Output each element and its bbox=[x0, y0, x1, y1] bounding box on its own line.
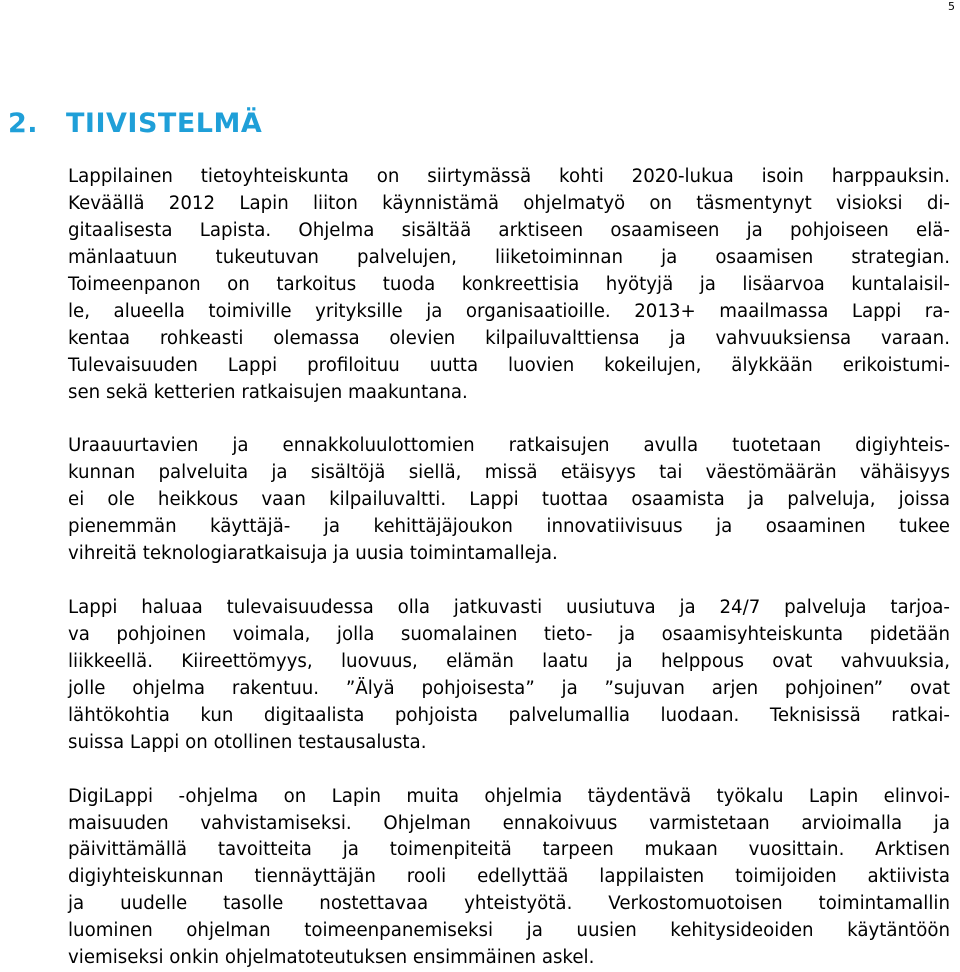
text-line: ja uudelle tasolle nostettavaa yhteistyötä. Verkostomuotoisen toimintamallin bbox=[68, 893, 950, 915]
text-line: vihreitä teknologiaratkaisuja ja uusia toimintamalleja. bbox=[68, 543, 558, 565]
text-line: Uraauurtavien ja ennakkoluulottomien ratkaisujen avulla tuotetaan digiyhteis- bbox=[68, 435, 950, 457]
text-line: kunnan palveluita ja sisältöjä siellä, missä etäisyys tai väestömäärän vähäisyys bbox=[68, 462, 950, 484]
page-number: 5 bbox=[948, 0, 955, 13]
paragraph bbox=[68, 595, 950, 757]
text-line: viemiseksi onkin ohjelmatoteutuksen ensimmäinen askel. bbox=[68, 947, 595, 969]
paragraph-gap bbox=[68, 406, 950, 433]
paragraph-gap bbox=[68, 568, 950, 595]
text-line: Tulevaisuuden Lappi profiloituu uutta luovien kokeilujen, älykkään erikoistumi- bbox=[68, 354, 950, 376]
text-line: Toimeenpanon on tarkoitus tuoda konkreettisia hyötyjä ja lisäarvoa kuntalaisil- bbox=[68, 273, 950, 295]
paragraph bbox=[68, 164, 950, 406]
text-line: suissa Lappi on otollinen testausalusta. bbox=[68, 731, 427, 753]
text-line: liikkeellä. Kiireettömyys, luovuus, elämän laatu ja helppous ovat vahvuuksia, bbox=[68, 650, 950, 672]
text-line: päivittämällä tavoitteita ja toimenpiteitä tarpeen mukaan vuosittain. Arktisen bbox=[68, 839, 950, 861]
text-line: Lappilainen tietoyhteiskunta on siirtymässä kohti 2020-lukua isoin harppauksin. bbox=[68, 166, 950, 187]
text-line: mänlaatuun tukeutuvan palvelujen, liiketoiminnan ja osaamisen strategian. bbox=[68, 246, 950, 268]
paragraph bbox=[68, 784, 950, 972]
document-body bbox=[68, 164, 950, 972]
text-line: luominen ohjelman toimeenpanemiseksi ja uusien kehitysideoiden käytäntöön bbox=[68, 920, 950, 942]
text-line: pienemmän käyttäjä- ja kehittäjäjoukon innovatiivisuus ja osaaminen tukee bbox=[68, 516, 950, 538]
section-title: TIIVISTELMÄ bbox=[66, 108, 263, 139]
text-line: Lappi haluaa tulevaisuudessa olla jatkuvasti uusiutuva ja 24/7 palveluja tarjoa- bbox=[68, 597, 950, 618]
text-line: Keväällä 2012 Lapin liiton käynnistämä ohjelmatyö on täsmentynyt visioksi di- bbox=[68, 192, 950, 214]
text-line: kentaa rohkeasti olemassa olevien kilpailuvalttiensa ja vahvuuksiensa varaan. bbox=[68, 327, 950, 349]
text-line: le, alueella toimiville yrityksille ja organisaatioille. 2013+ maailmassa Lappi ra- bbox=[68, 300, 950, 322]
text-line: ei ole heikkous vaan kilpailuvaltti. Lappi tuottaa osaamista ja palveluja, joissa bbox=[68, 489, 950, 511]
text-line: maisuuden vahvistamiseksi. Ohjelman ennakoivuus varmistetaan arvioimalla ja bbox=[68, 812, 950, 834]
text-line: jolle ohjelma rakentuu. ”Älyä pohjoisesta” ja ”sujuvan arjen pohjoinen” ovat bbox=[68, 677, 950, 699]
text-line: digiyhteiskunnan tiennäyttäjän rooli edellyttää lappilaisten toimijoiden aktiivista bbox=[68, 866, 950, 888]
text-line: DigiLappi -ohjelma on Lapin muita ohjelmia täydentävä työkalu Lapin elinvoi- bbox=[68, 785, 950, 807]
text-line: lähtökohtia kun digitaalista pohjoista palvelumallia luodaan. Teknisissä ratkai- bbox=[68, 704, 950, 726]
paragraph bbox=[68, 433, 950, 568]
section-number: 2. bbox=[8, 108, 39, 139]
text-line: gitaalisesta Lapista. Ohjelma sisältää arktiseen osaamiseen ja pohjoiseen elä- bbox=[68, 219, 950, 241]
paragraph-gap bbox=[68, 757, 950, 784]
text-line: sen sekä ketterien ratkaisujen maakuntana. bbox=[68, 381, 468, 403]
section-heading bbox=[8, 106, 262, 142]
text-line: va pohjoinen voimala, jolla suomalainen tieto- ja osaamisyhteiskunta pidetään bbox=[68, 623, 950, 645]
